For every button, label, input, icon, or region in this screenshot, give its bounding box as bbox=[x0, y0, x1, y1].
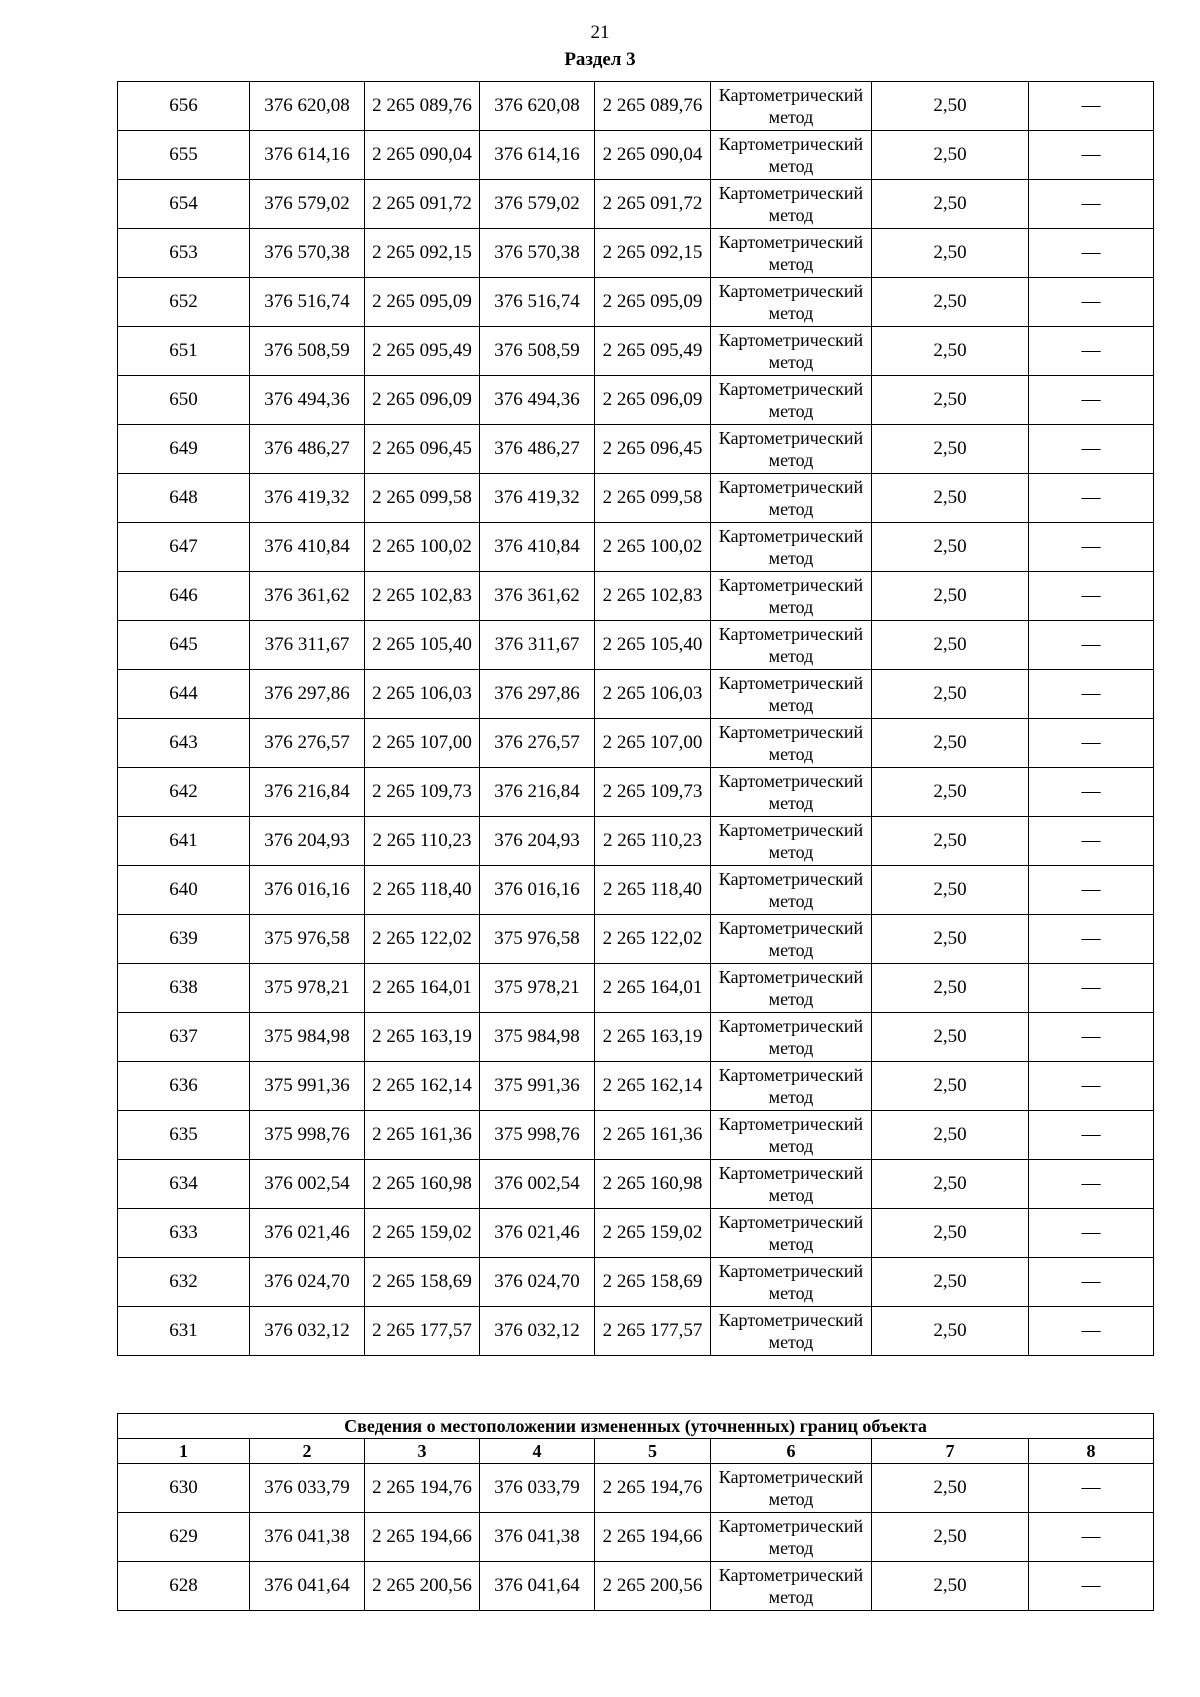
x-existing-cell: 376 002,54 bbox=[250, 1160, 365, 1209]
table-row bbox=[118, 523, 1154, 572]
accuracy-cell: 2,50 bbox=[872, 768, 1029, 817]
x-existing-cell: 376 620,08 bbox=[250, 82, 365, 131]
y-refined-cell: 2 265 096,09 bbox=[595, 376, 711, 425]
accuracy-cell: 2,50 bbox=[872, 1562, 1029, 1611]
description-cell: — bbox=[1029, 229, 1154, 278]
y-existing-cell: 2 265 158,69 bbox=[365, 1258, 480, 1307]
description-cell: — bbox=[1029, 1258, 1154, 1307]
table-row bbox=[118, 82, 1154, 131]
y-refined-cell: 2 265 159,02 bbox=[595, 1209, 711, 1258]
y-existing-cell: 2 265 092,15 bbox=[365, 229, 480, 278]
y-refined-cell: 2 265 194,66 bbox=[595, 1513, 711, 1562]
y-existing-cell: 2 265 122,02 bbox=[365, 915, 480, 964]
accuracy-cell: 2,50 bbox=[872, 278, 1029, 327]
y-existing-cell: 2 265 194,76 bbox=[365, 1464, 480, 1513]
x-existing-cell: 376 486,27 bbox=[250, 425, 365, 474]
accuracy-cell: 2,50 bbox=[872, 866, 1029, 915]
method-cell: Картометрический метод bbox=[711, 1111, 872, 1160]
x-existing-cell: 376 021,46 bbox=[250, 1209, 365, 1258]
table-row bbox=[118, 1464, 1154, 1513]
accuracy-cell: 2,50 bbox=[872, 719, 1029, 768]
x-refined-cell: 376 620,08 bbox=[480, 82, 595, 131]
y-existing-cell: 2 265 102,83 bbox=[365, 572, 480, 621]
method-cell: Картометрический метод bbox=[711, 719, 872, 768]
point-number-cell: 648 bbox=[118, 474, 250, 523]
point-number-cell: 639 bbox=[118, 915, 250, 964]
accuracy-cell: 2,50 bbox=[872, 1111, 1029, 1160]
x-refined-cell: 376 032,12 bbox=[480, 1307, 595, 1356]
column-number-cell: 1 bbox=[118, 1439, 250, 1464]
y-refined-cell: 2 265 161,36 bbox=[595, 1111, 711, 1160]
y-existing-cell: 2 265 095,49 bbox=[365, 327, 480, 376]
method-cell: Картометрический метод bbox=[711, 474, 872, 523]
point-number-cell: 642 bbox=[118, 768, 250, 817]
x-refined-cell: 376 516,74 bbox=[480, 278, 595, 327]
method-cell: Картометрический метод bbox=[711, 964, 872, 1013]
column-number-cell: 3 bbox=[365, 1439, 480, 1464]
x-refined-cell: 376 361,62 bbox=[480, 572, 595, 621]
method-cell: Картометрический метод bbox=[711, 1464, 872, 1513]
accuracy-cell: 2,50 bbox=[872, 1062, 1029, 1111]
x-existing-cell: 376 361,62 bbox=[250, 572, 365, 621]
method-cell: Картометрический метод bbox=[711, 768, 872, 817]
column-number-row bbox=[118, 1439, 1154, 1464]
y-existing-cell: 2 265 177,57 bbox=[365, 1307, 480, 1356]
accuracy-cell: 2,50 bbox=[872, 1209, 1029, 1258]
point-number-cell: 640 bbox=[118, 866, 250, 915]
point-number-cell: 636 bbox=[118, 1062, 250, 1111]
x-refined-cell: 375 998,76 bbox=[480, 1111, 595, 1160]
x-refined-cell: 376 041,38 bbox=[480, 1513, 595, 1562]
column-number-cell: 8 bbox=[1029, 1439, 1154, 1464]
y-refined-cell: 2 265 091,72 bbox=[595, 180, 711, 229]
description-cell: — bbox=[1029, 572, 1154, 621]
y-refined-cell: 2 265 109,73 bbox=[595, 768, 711, 817]
table-row bbox=[118, 866, 1154, 915]
accuracy-cell: 2,50 bbox=[872, 1513, 1029, 1562]
point-number-cell: 646 bbox=[118, 572, 250, 621]
method-cell: Картометрический метод bbox=[711, 523, 872, 572]
description-cell: — bbox=[1029, 1111, 1154, 1160]
method-cell: Картометрический метод bbox=[711, 131, 872, 180]
y-refined-cell: 2 265 162,14 bbox=[595, 1062, 711, 1111]
point-number-cell: 655 bbox=[118, 131, 250, 180]
point-number-cell: 630 bbox=[118, 1464, 250, 1513]
y-existing-cell: 2 265 194,66 bbox=[365, 1513, 480, 1562]
point-number-cell: 651 bbox=[118, 327, 250, 376]
x-existing-cell: 376 041,38 bbox=[250, 1513, 365, 1562]
x-refined-cell: 376 614,16 bbox=[480, 131, 595, 180]
point-number-cell: 654 bbox=[118, 180, 250, 229]
table-row bbox=[118, 1307, 1154, 1356]
point-number-cell: 649 bbox=[118, 425, 250, 474]
method-cell: Картометрический метод bbox=[711, 376, 872, 425]
table-row bbox=[118, 768, 1154, 817]
table-row bbox=[118, 180, 1154, 229]
description-cell: — bbox=[1029, 768, 1154, 817]
x-refined-cell: 375 984,98 bbox=[480, 1013, 595, 1062]
table-row bbox=[118, 131, 1154, 180]
accuracy-cell: 2,50 bbox=[872, 131, 1029, 180]
y-existing-cell: 2 265 162,14 bbox=[365, 1062, 480, 1111]
y-existing-cell: 2 265 095,09 bbox=[365, 278, 480, 327]
point-number-cell: 645 bbox=[118, 621, 250, 670]
method-cell: Картометрический метод bbox=[711, 817, 872, 866]
y-refined-cell: 2 265 177,57 bbox=[595, 1307, 711, 1356]
x-existing-cell: 375 991,36 bbox=[250, 1062, 365, 1111]
x-refined-cell: 376 570,38 bbox=[480, 229, 595, 278]
coordinates-table-body bbox=[118, 82, 1154, 1356]
y-refined-cell: 2 265 110,23 bbox=[595, 817, 711, 866]
point-number-cell: 631 bbox=[118, 1307, 250, 1356]
x-existing-cell: 376 494,36 bbox=[250, 376, 365, 425]
table-row bbox=[118, 1513, 1154, 1562]
accuracy-cell: 2,50 bbox=[872, 474, 1029, 523]
table-row bbox=[118, 425, 1154, 474]
point-number-cell: 628 bbox=[118, 1562, 250, 1611]
y-refined-cell: 2 265 099,58 bbox=[595, 474, 711, 523]
point-number-cell: 647 bbox=[118, 523, 250, 572]
x-refined-cell: 375 991,36 bbox=[480, 1062, 595, 1111]
accuracy-cell: 2,50 bbox=[872, 817, 1029, 866]
x-refined-cell: 375 978,21 bbox=[480, 964, 595, 1013]
table-row bbox=[118, 1209, 1154, 1258]
point-number-cell: 632 bbox=[118, 1258, 250, 1307]
point-number-cell: 643 bbox=[118, 719, 250, 768]
y-refined-cell: 2 265 163,19 bbox=[595, 1013, 711, 1062]
y-refined-cell: 2 265 200,56 bbox=[595, 1562, 711, 1611]
table-row bbox=[118, 229, 1154, 278]
point-number-cell: 656 bbox=[118, 82, 250, 131]
description-cell: — bbox=[1029, 866, 1154, 915]
method-cell: Картометрический метод bbox=[711, 278, 872, 327]
description-cell: — bbox=[1029, 131, 1154, 180]
y-refined-cell: 2 265 160,98 bbox=[595, 1160, 711, 1209]
y-existing-cell: 2 265 096,45 bbox=[365, 425, 480, 474]
accuracy-cell: 2,50 bbox=[872, 915, 1029, 964]
y-existing-cell: 2 265 200,56 bbox=[365, 1562, 480, 1611]
column-number-cell: 4 bbox=[480, 1439, 595, 1464]
accuracy-cell: 2,50 bbox=[872, 523, 1029, 572]
table-row bbox=[118, 670, 1154, 719]
method-cell: Картометрический метод bbox=[711, 82, 872, 131]
table-row bbox=[118, 1160, 1154, 1209]
accuracy-cell: 2,50 bbox=[872, 180, 1029, 229]
method-cell: Картометрический метод bbox=[711, 1513, 872, 1562]
x-refined-cell: 375 976,58 bbox=[480, 915, 595, 964]
x-existing-cell: 376 216,84 bbox=[250, 768, 365, 817]
method-cell: Картометрический метод bbox=[711, 1258, 872, 1307]
y-refined-cell: 2 265 095,09 bbox=[595, 278, 711, 327]
method-cell: Картометрический метод bbox=[711, 229, 872, 278]
method-cell: Картометрический метод bbox=[711, 180, 872, 229]
x-existing-cell: 375 976,58 bbox=[250, 915, 365, 964]
point-number-cell: 638 bbox=[118, 964, 250, 1013]
column-number-cell: 7 bbox=[872, 1439, 1029, 1464]
description-cell: — bbox=[1029, 1209, 1154, 1258]
table-row bbox=[118, 964, 1154, 1013]
y-existing-cell: 2 265 096,09 bbox=[365, 376, 480, 425]
accuracy-cell: 2,50 bbox=[872, 964, 1029, 1013]
method-cell: Картометрический метод bbox=[711, 327, 872, 376]
x-refined-cell: 376 033,79 bbox=[480, 1464, 595, 1513]
method-cell: Картометрический метод bbox=[711, 866, 872, 915]
x-refined-cell: 376 204,93 bbox=[480, 817, 595, 866]
table-row bbox=[118, 572, 1154, 621]
accuracy-cell: 2,50 bbox=[872, 1160, 1029, 1209]
method-cell: Картометрический метод bbox=[711, 621, 872, 670]
x-existing-cell: 376 579,02 bbox=[250, 180, 365, 229]
y-refined-cell: 2 265 100,02 bbox=[595, 523, 711, 572]
changed-boundaries-table bbox=[117, 1413, 1154, 1611]
method-cell: Картометрический метод bbox=[711, 572, 872, 621]
y-existing-cell: 2 265 105,40 bbox=[365, 621, 480, 670]
y-existing-cell: 2 265 161,36 bbox=[365, 1111, 480, 1160]
x-existing-cell: 376 024,70 bbox=[250, 1258, 365, 1307]
accuracy-cell: 2,50 bbox=[872, 572, 1029, 621]
x-refined-cell: 376 579,02 bbox=[480, 180, 595, 229]
description-cell: — bbox=[1029, 523, 1154, 572]
table-row bbox=[118, 327, 1154, 376]
point-number-cell: 629 bbox=[118, 1513, 250, 1562]
description-cell: — bbox=[1029, 621, 1154, 670]
y-refined-cell: 2 265 164,01 bbox=[595, 964, 711, 1013]
accuracy-cell: 2,50 bbox=[872, 621, 1029, 670]
x-refined-cell: 376 494,36 bbox=[480, 376, 595, 425]
x-existing-cell: 376 032,12 bbox=[250, 1307, 365, 1356]
y-existing-cell: 2 265 091,72 bbox=[365, 180, 480, 229]
method-cell: Картометрический метод bbox=[711, 425, 872, 474]
y-existing-cell: 2 265 099,58 bbox=[365, 474, 480, 523]
point-number-cell: 650 bbox=[118, 376, 250, 425]
description-cell: — bbox=[1029, 1062, 1154, 1111]
accuracy-cell: 2,50 bbox=[872, 1258, 1029, 1307]
y-existing-cell: 2 265 110,23 bbox=[365, 817, 480, 866]
description-cell: — bbox=[1029, 1464, 1154, 1513]
accuracy-cell: 2,50 bbox=[872, 376, 1029, 425]
method-cell: Картометрический метод bbox=[711, 1160, 872, 1209]
x-existing-cell: 376 508,59 bbox=[250, 327, 365, 376]
table-row bbox=[118, 1258, 1154, 1307]
x-refined-cell: 376 021,46 bbox=[480, 1209, 595, 1258]
x-refined-cell: 376 016,16 bbox=[480, 866, 595, 915]
y-existing-cell: 2 265 106,03 bbox=[365, 670, 480, 719]
y-refined-cell: 2 265 095,49 bbox=[595, 327, 711, 376]
point-number-cell: 634 bbox=[118, 1160, 250, 1209]
description-cell: — bbox=[1029, 1160, 1154, 1209]
x-refined-cell: 376 216,84 bbox=[480, 768, 595, 817]
description-cell: — bbox=[1029, 180, 1154, 229]
x-existing-cell: 376 033,79 bbox=[250, 1464, 365, 1513]
y-refined-cell: 2 265 092,15 bbox=[595, 229, 711, 278]
table-row bbox=[118, 719, 1154, 768]
x-refined-cell: 376 419,32 bbox=[480, 474, 595, 523]
point-number-cell: 637 bbox=[118, 1013, 250, 1062]
x-existing-cell: 376 516,74 bbox=[250, 278, 365, 327]
table-row bbox=[118, 1013, 1154, 1062]
accuracy-cell: 2,50 bbox=[872, 1464, 1029, 1513]
accuracy-cell: 2,50 bbox=[872, 229, 1029, 278]
point-number-cell: 652 bbox=[118, 278, 250, 327]
accuracy-cell: 2,50 bbox=[872, 82, 1029, 131]
x-existing-cell: 376 311,67 bbox=[250, 621, 365, 670]
table-row bbox=[118, 278, 1154, 327]
method-cell: Картометрический метод bbox=[711, 1307, 872, 1356]
x-refined-cell: 376 410,84 bbox=[480, 523, 595, 572]
table-row bbox=[118, 474, 1154, 523]
y-refined-cell: 2 265 102,83 bbox=[595, 572, 711, 621]
y-existing-cell: 2 265 164,01 bbox=[365, 964, 480, 1013]
x-existing-cell: 376 204,93 bbox=[250, 817, 365, 866]
y-refined-cell: 2 265 118,40 bbox=[595, 866, 711, 915]
description-cell: — bbox=[1029, 817, 1154, 866]
y-existing-cell: 2 265 159,02 bbox=[365, 1209, 480, 1258]
method-cell: Картометрический метод bbox=[711, 1013, 872, 1062]
y-existing-cell: 2 265 118,40 bbox=[365, 866, 480, 915]
accuracy-cell: 2,50 bbox=[872, 425, 1029, 474]
method-cell: Картометрический метод bbox=[711, 1209, 872, 1258]
x-existing-cell: 376 276,57 bbox=[250, 719, 365, 768]
coordinates-table bbox=[117, 81, 1154, 1356]
description-cell: — bbox=[1029, 278, 1154, 327]
table-row bbox=[118, 1062, 1154, 1111]
method-cell: Картометрический метод bbox=[711, 1062, 872, 1111]
y-refined-cell: 2 265 106,03 bbox=[595, 670, 711, 719]
x-existing-cell: 375 984,98 bbox=[250, 1013, 365, 1062]
accuracy-cell: 2,50 bbox=[872, 327, 1029, 376]
x-existing-cell: 376 297,86 bbox=[250, 670, 365, 719]
y-refined-cell: 2 265 122,02 bbox=[595, 915, 711, 964]
x-existing-cell: 376 016,16 bbox=[250, 866, 365, 915]
y-existing-cell: 2 265 109,73 bbox=[365, 768, 480, 817]
x-existing-cell: 376 410,84 bbox=[250, 523, 365, 572]
description-cell: — bbox=[1029, 376, 1154, 425]
column-number-cell: 6 bbox=[711, 1439, 872, 1464]
x-refined-cell: 376 002,54 bbox=[480, 1160, 595, 1209]
table-row bbox=[118, 1111, 1154, 1160]
y-existing-cell: 2 265 160,98 bbox=[365, 1160, 480, 1209]
x-refined-cell: 376 486,27 bbox=[480, 425, 595, 474]
x-existing-cell: 376 614,16 bbox=[250, 131, 365, 180]
description-cell: — bbox=[1029, 1513, 1154, 1562]
description-cell: — bbox=[1029, 915, 1154, 964]
y-existing-cell: 2 265 107,00 bbox=[365, 719, 480, 768]
table-row bbox=[118, 621, 1154, 670]
description-cell: — bbox=[1029, 327, 1154, 376]
description-cell: — bbox=[1029, 1307, 1154, 1356]
page-number: 21 bbox=[590, 22, 610, 43]
method-cell: Картометрический метод bbox=[711, 915, 872, 964]
y-refined-cell: 2 265 089,76 bbox=[595, 82, 711, 131]
x-existing-cell: 375 998,76 bbox=[250, 1111, 365, 1160]
x-existing-cell: 376 419,32 bbox=[250, 474, 365, 523]
x-refined-cell: 376 311,67 bbox=[480, 621, 595, 670]
y-existing-cell: 2 265 090,04 bbox=[365, 131, 480, 180]
y-refined-cell: 2 265 158,69 bbox=[595, 1258, 711, 1307]
x-existing-cell: 376 041,64 bbox=[250, 1562, 365, 1611]
y-existing-cell: 2 265 163,19 bbox=[365, 1013, 480, 1062]
table-caption-row bbox=[118, 1414, 1154, 1439]
description-cell: — bbox=[1029, 670, 1154, 719]
y-existing-cell: 2 265 089,76 bbox=[365, 82, 480, 131]
description-cell: — bbox=[1029, 1562, 1154, 1611]
y-refined-cell: 2 265 096,45 bbox=[595, 425, 711, 474]
accuracy-cell: 2,50 bbox=[872, 1013, 1029, 1062]
description-cell: — bbox=[1029, 425, 1154, 474]
table-row bbox=[118, 915, 1154, 964]
y-existing-cell: 2 265 100,02 bbox=[365, 523, 480, 572]
point-number-cell: 641 bbox=[118, 817, 250, 866]
accuracy-cell: 2,50 bbox=[872, 670, 1029, 719]
y-refined-cell: 2 265 090,04 bbox=[595, 131, 711, 180]
x-refined-cell: 376 276,57 bbox=[480, 719, 595, 768]
x-existing-cell: 376 570,38 bbox=[250, 229, 365, 278]
description-cell: — bbox=[1029, 82, 1154, 131]
point-number-cell: 633 bbox=[118, 1209, 250, 1258]
x-refined-cell: 376 508,59 bbox=[480, 327, 595, 376]
method-cell: Картометрический метод bbox=[711, 670, 872, 719]
method-cell: Картометрический метод bbox=[711, 1562, 872, 1611]
point-number-cell: 635 bbox=[118, 1111, 250, 1160]
description-cell: — bbox=[1029, 474, 1154, 523]
y-refined-cell: 2 265 107,00 bbox=[595, 719, 711, 768]
y-refined-cell: 2 265 105,40 bbox=[595, 621, 711, 670]
accuracy-cell: 2,50 bbox=[872, 1307, 1029, 1356]
y-refined-cell: 2 265 194,76 bbox=[595, 1464, 711, 1513]
table-caption: Сведения о местоположении измененных (уточненных) границ объекта bbox=[118, 1414, 1154, 1439]
column-number-cell: 2 bbox=[250, 1439, 365, 1464]
x-refined-cell: 376 041,64 bbox=[480, 1562, 595, 1611]
table-row bbox=[118, 817, 1154, 866]
table-row bbox=[118, 1562, 1154, 1611]
x-refined-cell: 376 297,86 bbox=[480, 670, 595, 719]
column-number-cell: 5 bbox=[595, 1439, 711, 1464]
description-cell: — bbox=[1029, 719, 1154, 768]
x-refined-cell: 376 024,70 bbox=[480, 1258, 595, 1307]
x-existing-cell: 375 978,21 bbox=[250, 964, 365, 1013]
description-cell: — bbox=[1029, 964, 1154, 1013]
table-row bbox=[118, 376, 1154, 425]
point-number-cell: 653 bbox=[118, 229, 250, 278]
section-title: Раздел 3 bbox=[564, 49, 636, 70]
description-cell: — bbox=[1029, 1013, 1154, 1062]
point-number-cell: 644 bbox=[118, 670, 250, 719]
changed-boundaries-table-body bbox=[118, 1464, 1154, 1611]
